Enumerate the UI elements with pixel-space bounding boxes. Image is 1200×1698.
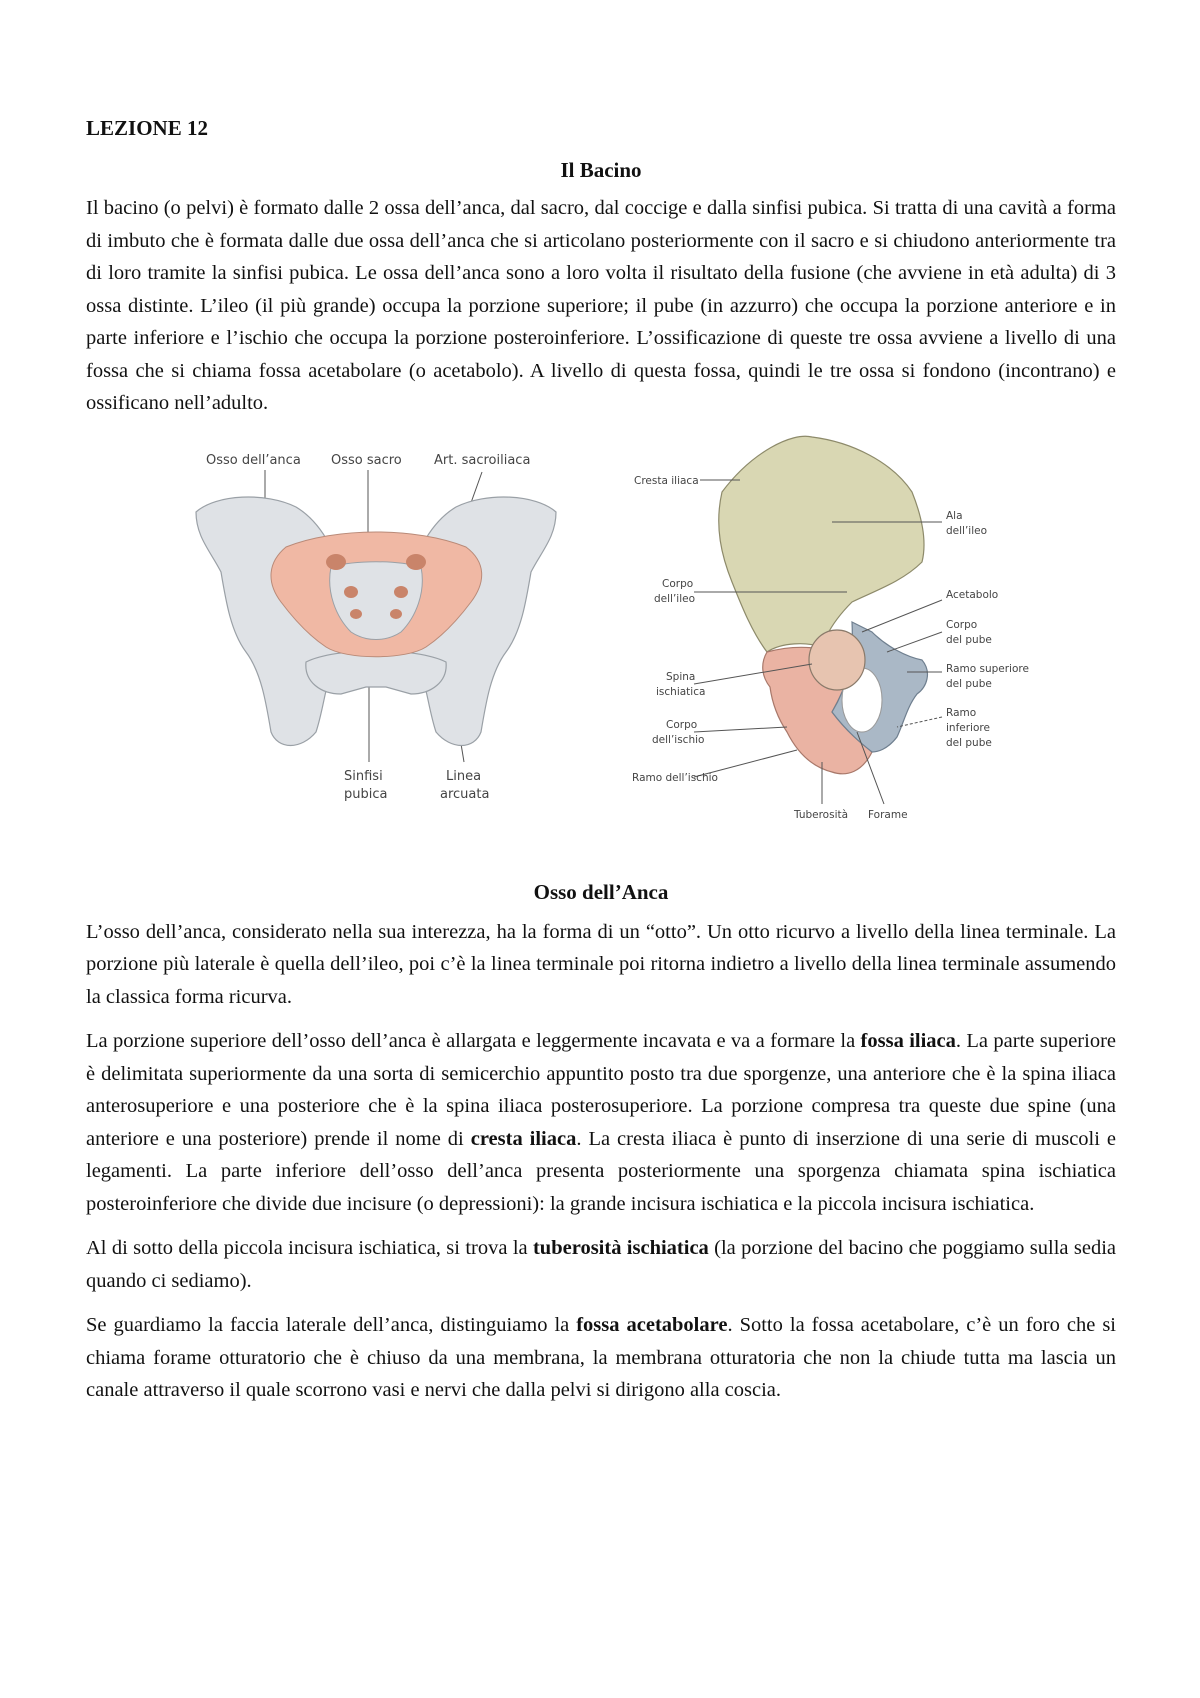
label-acetabulum: Acetabolo: [946, 588, 999, 601]
bold-term-cresta-iliaca: cresta iliaca: [470, 1127, 577, 1150]
label-ischial-spine-2: ischiatica: [656, 685, 706, 698]
section-title-bacino: Il Bacino: [560, 158, 642, 182]
label-symphysis-1: Sinfisi: [344, 768, 383, 784]
label-pubis-body-1: Corpo: [946, 618, 978, 631]
label-pubis-body-2: del pube: [946, 633, 992, 646]
label-arcuate-1: Linea: [446, 768, 482, 784]
text-run: Al di sotto della piccola incisura ischiatica, si trova la: [86, 1237, 533, 1259]
label-sup-ramus-2: del pube: [946, 677, 992, 690]
text-run: Se guardiamo la faccia laterale dell’anca, distinguiamo la: [86, 1314, 577, 1336]
paragraph-anca-3: [86, 1232, 1116, 1297]
text-run: La porzione superiore dell’osso dell’anca è allargata e leggermente incavata e va a formare la: [86, 1030, 861, 1052]
text-run: . La cresta iliaca è punto di inserzione di una serie di muscoli e legamenti. La parte inferiore dell’osso dell’anca presenta posteriormente una sporgenza chiamata spina ischiatica posteroinferiore che divide due incisure (o depressioni): la grande incisura ischiatica e la piccola incisura ischiatica.: [86, 1127, 1117, 1215]
label-inf-ramus-1: Ramo: [946, 706, 977, 719]
label-ilium-wing-1: Ala: [946, 509, 963, 522]
paragraph-anca-1: L’osso dell’anca, considerato nella sua interezza, ha la forma di un “otto”. Un otto ricurvo a livello della linea terminale. La porzione più laterale è quella dell’ileo, poi c’è la linea terminale poi ritorna indietro a livello della linea terminale assumendo la classica forma ricurva.: [86, 920, 1116, 1008]
label-iliac-crest: Cresta iliaca: [634, 474, 699, 487]
bold-term-tuberosita: tuberosità ischiatica: [532, 1237, 709, 1259]
figures-row: [86, 432, 1116, 872]
lesson-heading: LEZIONE 12: [86, 116, 208, 140]
text-run: . La parte superiore è delimitata superiormente da una sorta di semicerchio appuntito posto tra due sporgenze, una anteriore che è la spina iliaca anterosuperiore e una posteriore che è la spina iliaca posterosuperiore. La porzione compresa tra queste due spine (una anteriore e una posteriore) prende il nome di: [86, 1030, 1116, 1150]
label-arcuate-2: arcuata: [440, 786, 490, 802]
text-run: . Sotto la fossa acetabolare, c’è un foro che si chiama forame otturatorio che è chiuso da una membrana, la membrana otturatoria che non la chiude tutta ma lascia un canale attraverso il quale scorrono vasi e nervi che dalla pelvi si dirigono alla coscia.: [86, 1314, 1116, 1401]
label-ischium-body-2: dell’ischio: [652, 733, 705, 746]
label-ilium-body-2: dell’ileo: [654, 592, 696, 605]
label-ischial-spine-1: Spina: [666, 670, 696, 683]
label-tuberosity: Tuberosità: [794, 808, 849, 821]
label-ilium-wing-2: dell’ileo: [946, 524, 988, 537]
label-symphysis-2: pubica: [344, 786, 388, 802]
text-run: (la porzione del bacino che poggiamo sulla sedia quando ci sediamo).: [86, 1237, 1116, 1292]
document-content: [86, 112, 1116, 1419]
label-sacrum: Osso sacro: [331, 452, 402, 468]
pelvis-figure: [186, 432, 586, 862]
paragraph-anca-4: [86, 1309, 1116, 1407]
label-hip-bone: Osso dell’anca: [206, 452, 301, 468]
label-ischium-ramus: Ramo dell’ischio: [632, 771, 718, 784]
acetabulum-shape: [809, 630, 865, 690]
paragraph-anca-2: [86, 1025, 1116, 1220]
label-sup-ramus-1: Ramo superiore: [946, 662, 1029, 675]
label-sacroiliac: Art. sacroiliaca: [434, 452, 531, 468]
paragraph-bacino: Il bacino (o pelvi) è formato dalle 2 ossa dell’anca, dal sacro, dal coccige e dalla sinfisi pubica. Si tratta di una cavità a forma di imbuto che è formata dalle due ossa dell’anca che si articolano posteriormente con il sacro e si chiudono anteriormente tra di loro tramite la sinfisi pubica. Le ossa dell’anca sono a loro volta il risultato della fusione (che avviene in età adulta) di 3 ossa distinte. L’ileo (il più grande) occupa la porzione superiore; il pube (in azzurro) che occupa la porzione anteriore e in parte inferiore e l’ischio che occupa la porzione posteroinferiore. L’ossificazione di queste tre ossa avviene a livello di una fossa che si chiama fossa acetabolare (o acetabolo). A livello di questa fossa, quindi le tre ossa si fondono (incontrano) e ossificano nell’adulto.: [86, 197, 1116, 414]
hipbone-figure: [622, 432, 1062, 862]
label-ilium-body-1: Corpo: [662, 577, 694, 590]
bold-term-fossa-acetabolare: fossa acetabolare: [576, 1314, 728, 1336]
section-title-anca: Osso dell’Anca: [533, 879, 669, 904]
label-ischium-body-1: Corpo: [666, 718, 698, 731]
label-inf-ramus-3: del pube: [946, 736, 992, 749]
bold-term-fossa-iliaca: fossa iliaca: [860, 1030, 956, 1052]
label-foramen: Forame: [868, 808, 908, 821]
label-inf-ramus-2: inferiore: [946, 721, 990, 734]
